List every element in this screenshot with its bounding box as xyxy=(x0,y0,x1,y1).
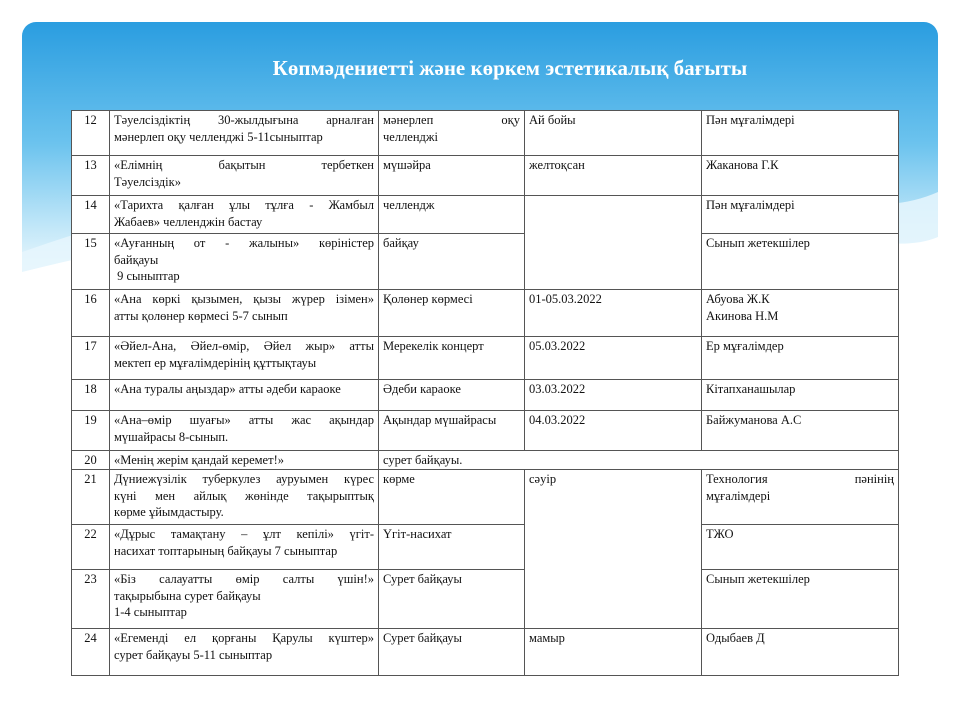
responsible-cell: Одыбаев Д xyxy=(702,629,899,676)
date-cell: 05.03.2022 xyxy=(525,337,702,380)
responsible-cell: Абуова Ж.К Акинова Н.М xyxy=(702,290,899,337)
event-cell: «Тарихта қалған ұлы тұлға - Жамбыл Жабаев» челленджін бастау xyxy=(110,196,379,234)
row-number: 18 xyxy=(72,380,110,411)
row-number: 19 xyxy=(72,411,110,451)
form-cell: Үгіт-насихат xyxy=(379,525,525,570)
form-cell: Сурет байқауы xyxy=(379,570,525,629)
responsible-cell: ТЖО xyxy=(702,525,899,570)
row-number: 20 xyxy=(72,451,110,470)
table-row xyxy=(72,451,899,470)
table-row xyxy=(72,570,899,629)
responsible-cell: Технология пәнінің мұғалімдері xyxy=(702,470,899,525)
event-cell: «Егеменді ел қорғаны Қарулы күштер» сурет байқауы 5-11 сыныптар xyxy=(110,629,379,676)
events-table xyxy=(71,110,899,676)
date-cell: Ай бойы xyxy=(525,111,702,156)
row-number: 21 xyxy=(72,470,110,525)
row-number: 24 xyxy=(72,629,110,676)
date-cell: желтоқсан xyxy=(525,156,702,196)
event-cell: «Біз салауатты өмір салты үшін!» тақырыбына сурет байқауы 1-4 сыныптар xyxy=(110,570,379,629)
table-row xyxy=(72,290,899,337)
form-cell: Қолөнер көрмесі xyxy=(379,290,525,337)
row-number: 15 xyxy=(72,234,110,290)
form-cell: сурет байқауы. xyxy=(379,451,899,470)
event-cell: «Елімнің бақытын тербеткен Тәуелсіздік» xyxy=(110,156,379,196)
responsible-cell: Ер мұғалімдер xyxy=(702,337,899,380)
table-row xyxy=(72,470,899,525)
page-title: Көпмәдениетті және көркем эстетикалық бағыты xyxy=(272,56,748,80)
date-cell xyxy=(525,196,702,290)
table-row xyxy=(72,234,899,290)
responsible-cell: Пән мұғалімдері xyxy=(702,111,899,156)
responsible-cell: Байжуманова А.С xyxy=(702,411,899,451)
row-number: 22 xyxy=(72,525,110,570)
form-cell: Сурет байқауы xyxy=(379,629,525,676)
table-row xyxy=(72,411,899,451)
form-cell: Әдеби караоке xyxy=(379,380,525,411)
event-cell: «Дұрыс тамақтану – ұлт кепілі» үгіт- насихат топтарының байқауы 7 сыныптар xyxy=(110,525,379,570)
row-number: 17 xyxy=(72,337,110,380)
event-cell: «Ана–өмір шуағы» атты жас ақындар мүшайрасы 8-сынып. xyxy=(110,411,379,451)
table-row xyxy=(72,111,899,156)
event-cell: «Ана көркі қызымен, қызы жүрер ізімен» атты қолөнер көрмесі 5-7 сынып xyxy=(110,290,379,337)
date-cell: мамыр xyxy=(525,629,702,676)
form-cell: Ақындар мүшайрасы xyxy=(379,411,525,451)
table-row xyxy=(72,380,899,411)
date-cell: 03.03.2022 xyxy=(525,380,702,411)
date-cell: сәуір xyxy=(525,470,702,629)
responsible-cell: Кітапханашылар xyxy=(702,380,899,411)
responsible-cell: Жаканова Г.К xyxy=(702,156,899,196)
date-cell: 01-05.03.2022 xyxy=(525,290,702,337)
form-cell: көрме xyxy=(379,470,525,525)
event-cell: «Әйел-Ана, Әйел-өмір, Әйел жыр» атты мектеп ер мұғалімдерінің құттықтауы xyxy=(110,337,379,380)
row-number: 23 xyxy=(72,570,110,629)
responsible-cell: Сынып жетекшілер xyxy=(702,234,899,290)
table-row xyxy=(72,156,899,196)
table-row xyxy=(72,629,899,676)
responsible-cell: Сынып жетекшілер xyxy=(702,570,899,629)
event-cell: «Ана туралы аңыздар» атты әдеби караоке xyxy=(110,380,379,411)
event-cell: «Ауғанның от - жалыны» көріністер байқауы 9 сыныптар xyxy=(110,234,379,290)
row-number: 14 xyxy=(72,196,110,234)
event-cell: «Менің жерім қандай керемет!» xyxy=(110,451,379,470)
table-row xyxy=(72,525,899,570)
event-cell: Тәуелсіздіктің 30-жылдығына арналған мәнерлеп оқу челленджі 5-11сыныптар xyxy=(110,111,379,156)
form-cell: Мерекелік концерт xyxy=(379,337,525,380)
row-number: 16 xyxy=(72,290,110,337)
form-cell: мүшәйра xyxy=(379,156,525,196)
form-cell: мәнерлеп оқу челленджі xyxy=(379,111,525,156)
row-number: 13 xyxy=(72,156,110,196)
event-cell: Дүниежүзілік туберкулез ауруымен күрес күні мен айлық жөнінде тақырыптық көрме ұйымдастыру. xyxy=(110,470,379,525)
date-cell: 04.03.2022 xyxy=(525,411,702,451)
responsible-cell: Пән мұғалімдері xyxy=(702,196,899,234)
table-row xyxy=(72,337,899,380)
form-cell: челлендж xyxy=(379,196,525,234)
row-number: 12 xyxy=(72,111,110,156)
table-row xyxy=(72,196,899,234)
form-cell: байқау xyxy=(379,234,525,290)
